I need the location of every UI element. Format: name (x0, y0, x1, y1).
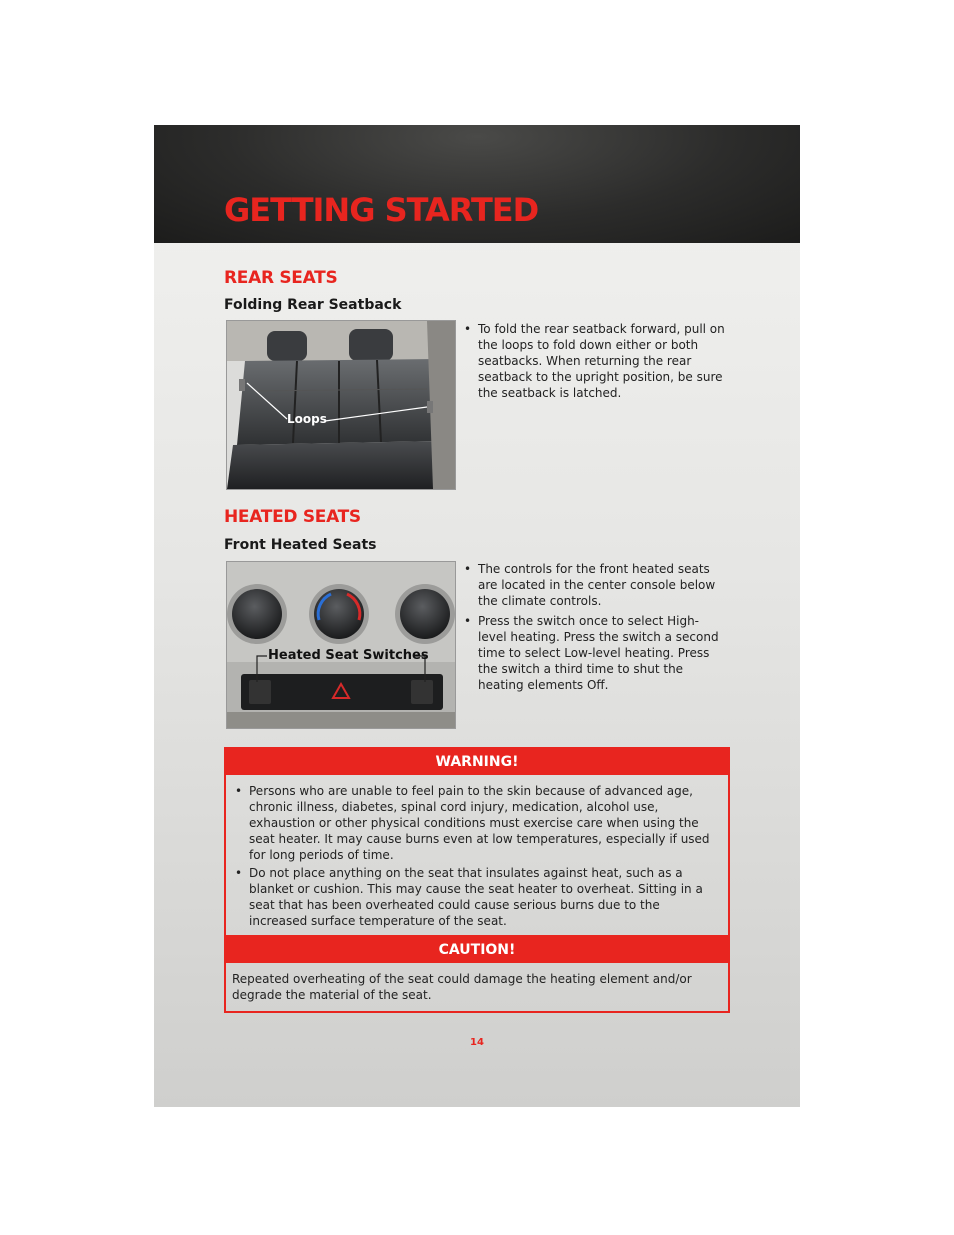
warning-title: WARNING! (226, 749, 728, 775)
caution-text: Repeated overheating of the seat could damage the heating element and/or degrade the material of the seat. (232, 972, 692, 1002)
caution-title: CAUTION! (226, 937, 728, 963)
manual-page (154, 125, 800, 1107)
rear-seat-photo (226, 320, 456, 490)
page-title: GETTING STARTED (224, 191, 539, 229)
caution-box (224, 935, 730, 1013)
warning-box (224, 747, 730, 939)
rear-seats-heading: REAR SEATS (224, 268, 338, 288)
rear-seat-illustration (227, 321, 455, 489)
front-heated-seats-subheading: Front Heated Seats (224, 537, 377, 553)
rear-seats-bullets (462, 321, 726, 405)
heated-switch-illustration (227, 562, 455, 728)
heated-seats-bullets (462, 561, 726, 697)
heated-seat-switches-label: Heated Seat Switches (268, 648, 429, 663)
list-item: • The controls for the front heated seats are located in the center console below the climate controls. (462, 561, 726, 609)
page-number: 14 (470, 1037, 484, 1048)
climate-console-photo (226, 561, 456, 729)
list-item: • Persons who are unable to feel pain to the skin because of advanced age, chronic illness, diabetes, spinal cord injury, medication, alcohol use, exhaustion or other physical conditions must exercise care when using the seat heater. It may cause burns even at low temperatures, especially if used for long periods of time. (234, 783, 720, 863)
warning-list (226, 775, 728, 937)
list-item: • To fold the rear seatback forward, pull on the loops to fold down either or both seatbacks. When returning the rear seatback to the upright position, be sure the seatback is latched. (462, 321, 726, 401)
list-item: • Do not place anything on the seat that insulates against heat, such as a blanket or cushion. This may cause the seat heater to overheat. Sitting in a seat that has been overheated could cause serious burns due to the increased surface temperature of the seat. (234, 865, 720, 929)
page-header (154, 125, 800, 243)
folding-rear-seatback-subheading: Folding Rear Seatback (224, 297, 402, 313)
loops-label: Loops (287, 412, 327, 426)
list-item: • Press the switch once to select High-level heating. Press the switch a second time to select Low-level heating. Press the switch a third time to shut the heating elements Off. (462, 613, 726, 693)
heated-seats-heading: HEATED SEATS (224, 507, 361, 527)
